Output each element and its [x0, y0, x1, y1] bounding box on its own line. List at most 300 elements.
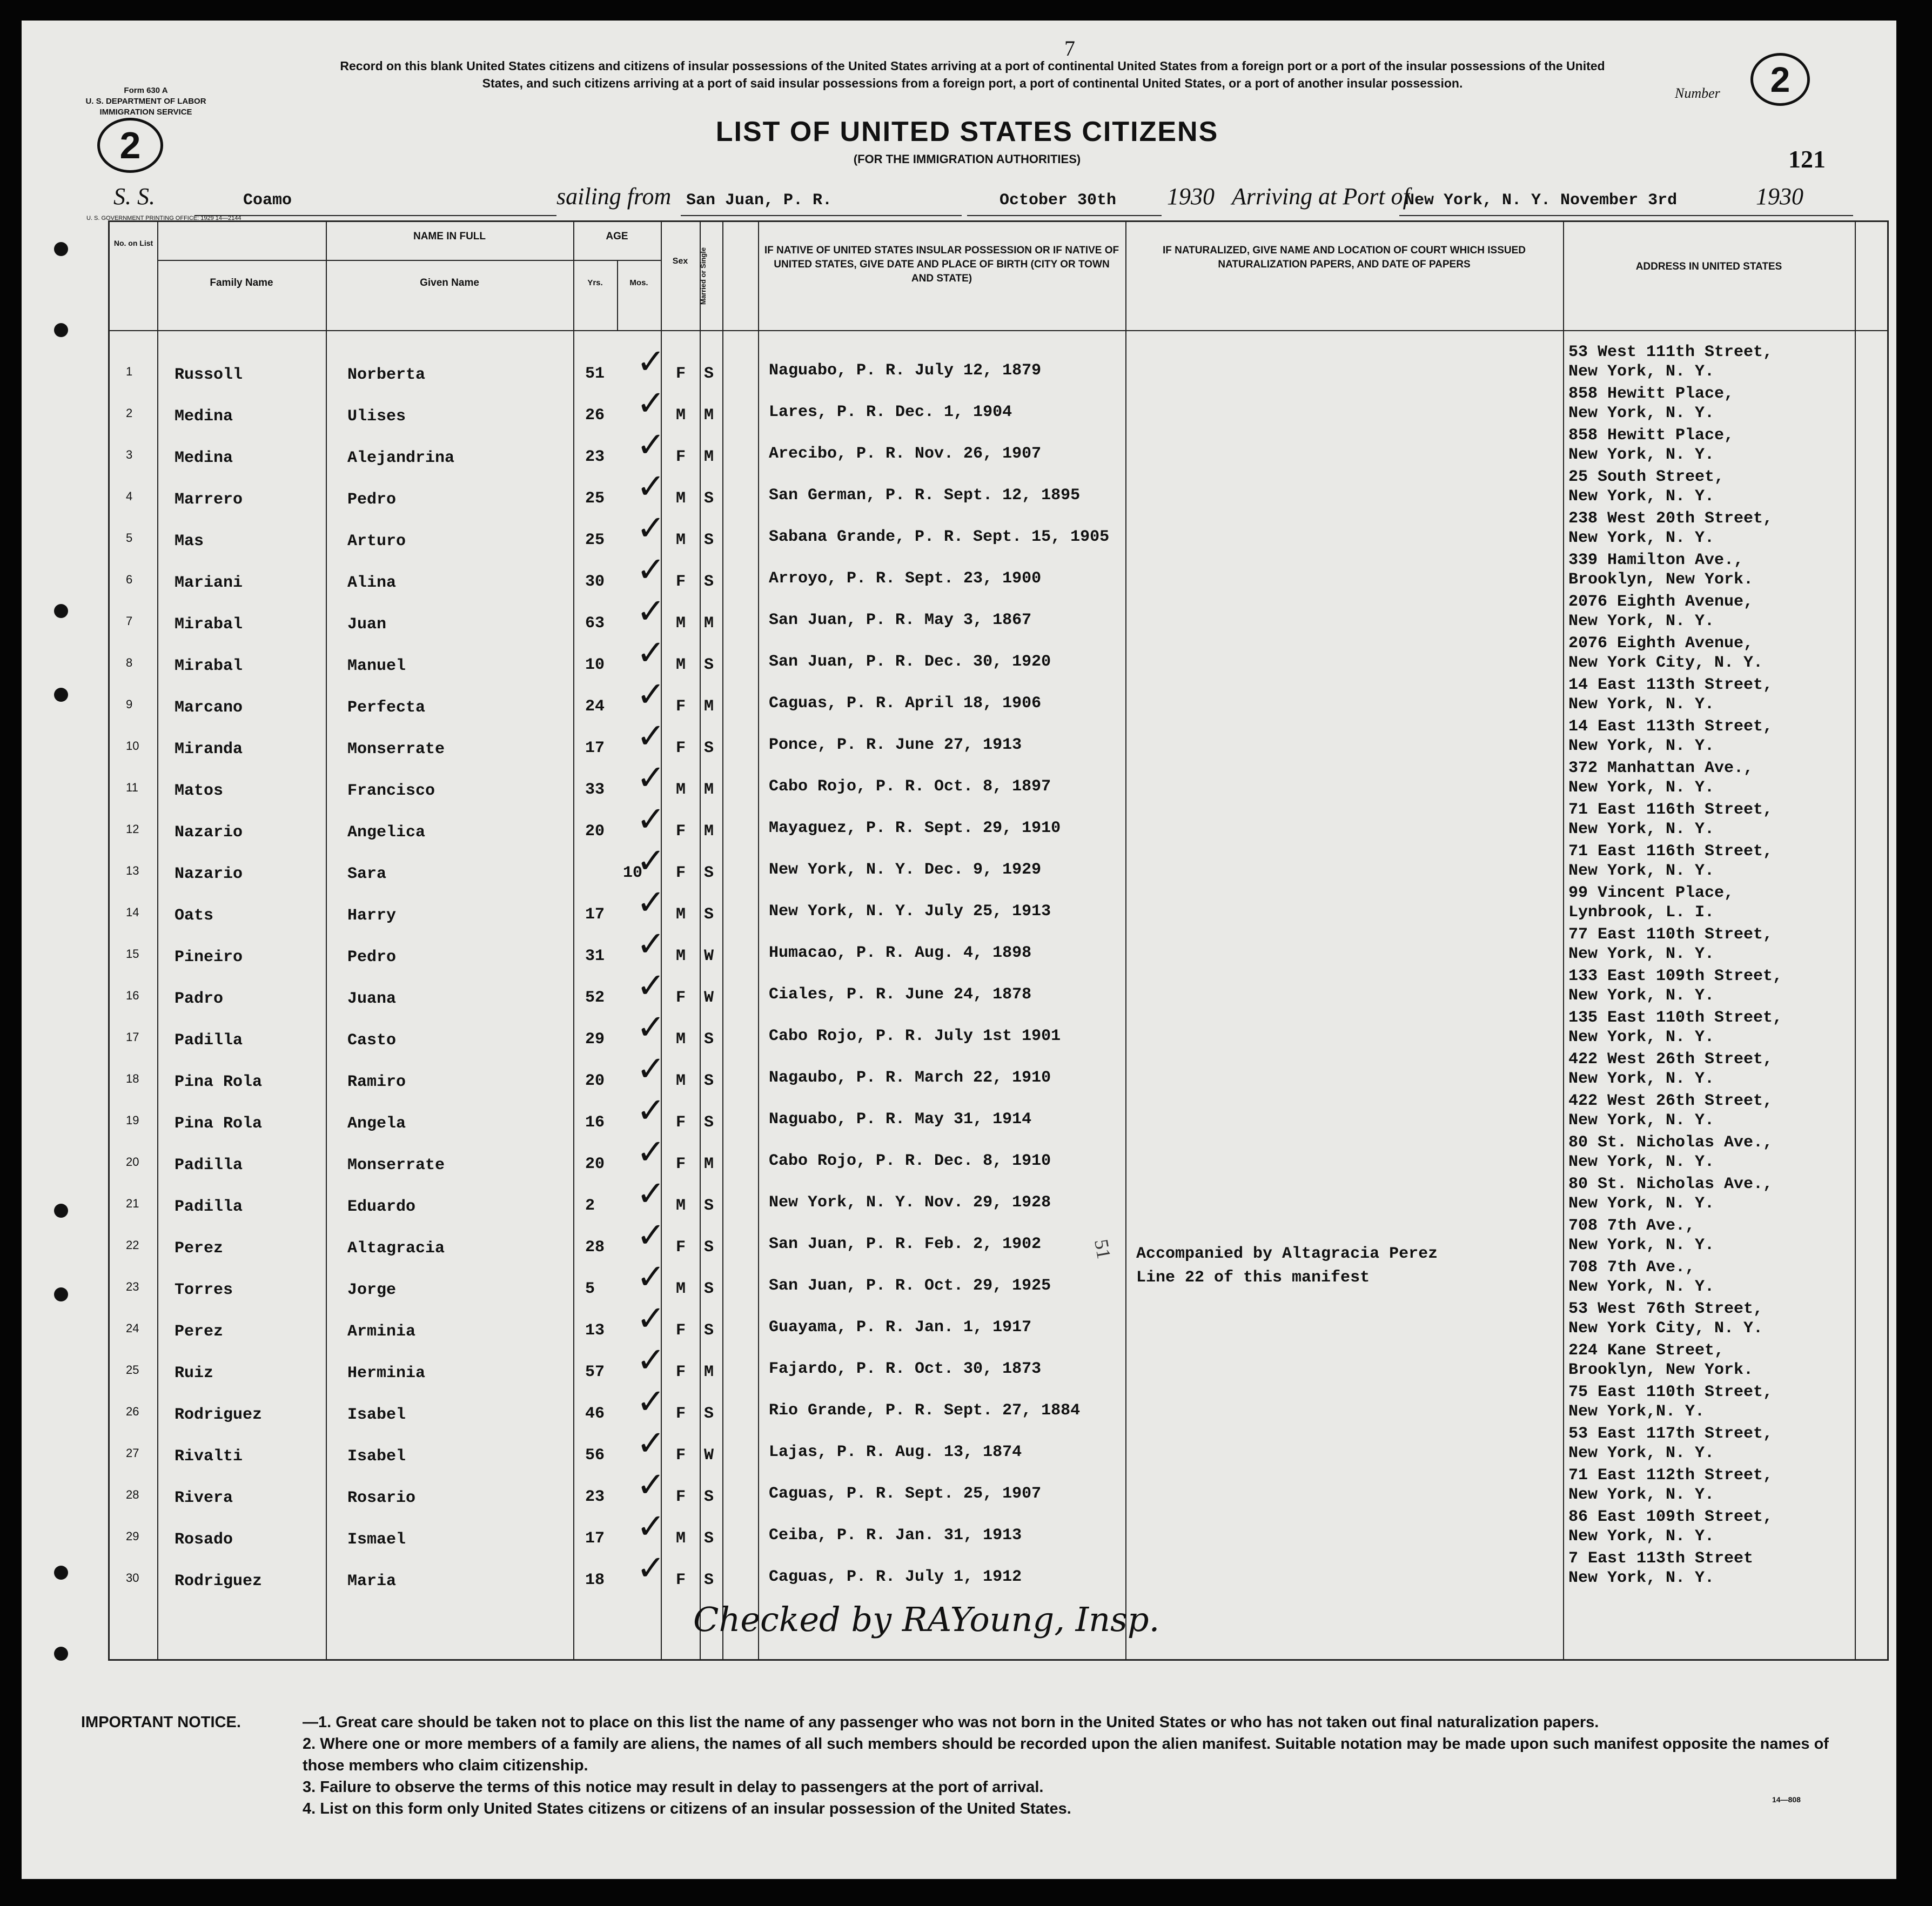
given-name: Eduardo: [347, 1198, 416, 1216]
row-number: 14: [126, 905, 139, 919]
given-name: Angela: [347, 1115, 406, 1133]
year-2: 1930: [1756, 183, 1803, 210]
birth-place-date: San Juan, P. R. May 3, 1867: [769, 611, 1032, 629]
address-line-2: New York, N. Y.: [1568, 862, 1715, 880]
family-name: Perez: [175, 1239, 224, 1258]
col-header-given: Given Name: [420, 277, 479, 288]
check-mark-icon: ✓: [636, 1257, 666, 1297]
row-number: 6: [126, 573, 133, 586]
check-mark-icon: ✓: [636, 425, 666, 465]
given-name: Maria: [347, 1572, 397, 1590]
check-mark-icon: ✓: [636, 1424, 666, 1464]
family-name: Mirabal: [175, 615, 243, 634]
birth-place-date: Ponce, P. R. June 27, 1913: [769, 736, 1022, 754]
address-line-2: New York City, N. Y.: [1568, 654, 1763, 672]
birth-place-date: Caguas, P. R. July 1, 1912: [769, 1568, 1022, 1586]
age-years: 63: [585, 614, 605, 633]
given-name: Ismael: [347, 1531, 406, 1549]
marital-status: M: [704, 614, 714, 633]
given-name: Angelica: [347, 823, 426, 842]
accompanied-note: [1136, 1242, 1438, 1290]
row-number: 12: [126, 822, 139, 836]
age-years: 30: [585, 573, 605, 591]
birth-place-date: Caguas, P. R. Sept. 25, 1907: [769, 1485, 1042, 1503]
age-years: 31: [585, 947, 605, 965]
notice-item-3: 3. Failure to observe the terms of this notice may result in delay to passengers at the port of arrival.: [303, 1779, 1044, 1796]
punch-hole: [54, 688, 68, 702]
birth-place-date: San Juan, P. R. Oct. 29, 1925: [769, 1277, 1051, 1295]
marital-status: S: [704, 739, 714, 757]
birth-place-date: Arroyo, P. R. Sept. 23, 1900: [769, 569, 1042, 588]
age-months: 10: [623, 864, 643, 882]
address-line-1: 7 East 113th Street: [1568, 1549, 1754, 1568]
address-line-1: 708 7th Ave.,: [1568, 1217, 1695, 1235]
given-name: Francisco: [347, 782, 435, 800]
check-mark-icon: ✓: [636, 1465, 666, 1505]
marital-status: M: [704, 822, 714, 841]
table-row: [110, 632, 1887, 674]
punch-hole: [54, 1647, 68, 1661]
marital-status: S: [704, 1197, 714, 1215]
table-row: [110, 757, 1887, 798]
sex: F: [676, 448, 686, 466]
birth-place-date: San Juan, P. R. Dec. 30, 1920: [769, 653, 1051, 671]
family-name: Rodriguez: [175, 1406, 263, 1424]
address-line-1: 77 East 110th Street,: [1568, 925, 1773, 944]
marital-status: S: [704, 1113, 714, 1132]
given-name: Herminia: [347, 1364, 426, 1382]
row-number: 22: [126, 1238, 139, 1252]
family-name: Mas: [175, 532, 204, 551]
family-name: Marrero: [175, 491, 243, 509]
given-name: Altagracia: [347, 1239, 445, 1258]
birth-place-date: San German, P. R. Sept. 12, 1895: [769, 486, 1081, 505]
family-name: Padilla: [175, 1156, 243, 1175]
col-header-sex: Sex: [672, 257, 688, 266]
check-mark-icon: ✓: [636, 1049, 666, 1089]
table-row: [110, 882, 1887, 923]
form-number: Form 630 A: [124, 86, 168, 95]
age-years: 24: [585, 697, 605, 716]
sex: M: [676, 1280, 686, 1298]
birth-place-date: San Juan, P. R. Feb. 2, 1902: [769, 1235, 1042, 1253]
age-years: 26: [585, 406, 605, 425]
notice-item-1: —1. Great care should be taken not to place on this list the name of any passenger who was not born in the United States or who has not taken out final naturalization papers.: [303, 1714, 1599, 1731]
family-name: Pina Rola: [175, 1073, 263, 1091]
age-years: 20: [585, 1072, 605, 1090]
given-name: Harry: [347, 907, 397, 925]
address-line-1: 71 East 112th Street,: [1568, 1466, 1773, 1485]
family-name: Marcano: [175, 699, 243, 717]
address-line-1: 858 Hewitt Place,: [1568, 385, 1734, 403]
row-number: 28: [126, 1488, 139, 1501]
check-mark-icon: ✓: [636, 1382, 666, 1422]
table-row: [110, 715, 1887, 757]
address-line-2: New York, N. Y.: [1568, 1111, 1715, 1130]
sex: M: [676, 1030, 686, 1049]
address-line-2: Brooklyn, New York.: [1568, 571, 1754, 589]
family-name: Rodriguez: [175, 1572, 263, 1590]
address-line-2: New York, N. Y.: [1568, 986, 1715, 1005]
number-label: Number: [1675, 85, 1720, 101]
row-number: 11: [126, 781, 138, 794]
col-header-naturalized: IF NATURALIZED, GIVE NAME AND LOCATION OF COURT WHICH ISSUED NATURALIZATION PAPERS, AND DATE OF PAPERS: [1162, 245, 1526, 270]
family-name: Nazario: [175, 865, 243, 883]
sex: M: [676, 1529, 686, 1548]
age-years: 18: [585, 1571, 605, 1589]
birth-place-date: Caguas, P. R. April 18, 1906: [769, 694, 1042, 713]
sex: M: [676, 781, 686, 799]
address-line-1: 14 East 113th Street,: [1568, 676, 1773, 694]
birth-place-date: New York, N. Y. Nov. 29, 1928: [769, 1193, 1051, 1212]
sex: M: [676, 489, 686, 508]
age-years: 17: [585, 905, 605, 924]
age-years: 13: [585, 1321, 605, 1340]
table-row: [110, 1256, 1887, 1298]
marital-status: S: [704, 1488, 714, 1506]
given-name: Juana: [347, 990, 397, 1008]
birth-place-date: Ciales, P. R. June 24, 1878: [769, 985, 1032, 1004]
given-name: Arturo: [347, 532, 406, 551]
address-line-2: New York, N. Y.: [1568, 945, 1715, 963]
row-number: 23: [126, 1280, 139, 1293]
address-line-1: 25 South Street,: [1568, 468, 1725, 486]
sex: F: [676, 573, 686, 591]
family-name: Padilla: [175, 1031, 243, 1050]
table-row: [110, 1422, 1887, 1464]
check-mark-icon: ✓: [636, 966, 666, 1006]
ss-label: S. S.: [113, 183, 155, 210]
given-name: Jorge: [347, 1281, 397, 1299]
address-line-2: New York, N. Y.: [1568, 695, 1715, 714]
given-name: Monserrate: [347, 1156, 445, 1175]
sex: M: [676, 614, 686, 633]
birth-place-date: Naguabo, P. R. July 12, 1879: [769, 361, 1042, 380]
check-mark-icon: ✓: [636, 1507, 666, 1547]
check-mark-icon: ✓: [636, 883, 666, 923]
sex: M: [676, 1197, 686, 1215]
birth-place-date: Rio Grande, P. R. Sept. 27, 1884: [769, 1401, 1081, 1420]
top-pencil-mark: 7: [1064, 36, 1075, 61]
birth-place-date: Lajas, P. R. Aug. 13, 1874: [769, 1443, 1022, 1461]
marital-status: S: [704, 1030, 714, 1049]
given-name: Isabel: [347, 1447, 406, 1466]
table-row: [110, 466, 1887, 507]
marital-status: S: [704, 1405, 714, 1423]
family-name: Torres: [175, 1281, 233, 1299]
punch-hole: [54, 323, 68, 337]
table-row: [110, 798, 1887, 840]
age-years: 57: [585, 1363, 605, 1381]
birth-place-date: New York, N. Y. July 25, 1913: [769, 902, 1051, 921]
address-line-1: 80 St. Nicholas Ave.,: [1568, 1175, 1773, 1193]
family-name: Perez: [175, 1323, 224, 1341]
marital-status: M: [704, 1363, 714, 1381]
row-number: 15: [126, 947, 139, 961]
col-header-mos: Mos.: [629, 278, 648, 287]
check-mark-icon: ✓: [636, 1548, 666, 1588]
col-header-name-in-full: NAME IN FULL: [413, 231, 486, 242]
sex: F: [676, 697, 686, 716]
address-line-1: 135 East 110th Street,: [1568, 1009, 1783, 1027]
sex: F: [676, 1238, 686, 1257]
age-years: 28: [585, 1238, 605, 1257]
address-line-2: New York, N. Y.: [1568, 1486, 1715, 1504]
family-name: Russoll: [175, 366, 243, 384]
address-line-2: New York, N. Y.: [1568, 1028, 1715, 1046]
given-name: Pedro: [347, 491, 397, 509]
family-name: Pineiro: [175, 948, 243, 967]
family-name: Nazario: [175, 823, 243, 842]
address-line-2: Brooklyn, New York.: [1568, 1361, 1754, 1379]
accompanied-note-line-1: Accompanied by Altagracia Perez: [1136, 1245, 1438, 1263]
address-line-1: 2076 Eighth Avenue,: [1568, 634, 1754, 653]
punch-hole: [54, 1204, 68, 1218]
given-name: Alina: [347, 574, 397, 592]
table-row: [110, 1506, 1887, 1547]
family-name: Matos: [175, 782, 224, 800]
inspector-signature: Checked by RAYoung, Insp.: [693, 1600, 1160, 1639]
accompanied-note-line-2: Line 22 of this manifest: [1136, 1269, 1370, 1287]
check-mark-icon: ✓: [636, 1299, 666, 1339]
table-row: [110, 923, 1887, 965]
given-name: Monserrate: [347, 740, 445, 759]
address-line-2: New York, N. Y.: [1568, 1278, 1715, 1296]
address-line-1: 238 West 20th Street,: [1568, 509, 1773, 528]
check-mark-icon: ✓: [636, 1132, 666, 1172]
table-row: [110, 1381, 1887, 1422]
manifest-page: [22, 21, 1896, 1879]
row-number: 19: [126, 1113, 139, 1127]
row-number: 7: [126, 614, 133, 628]
department-name: U. S. DEPARTMENT OF LABOR: [85, 97, 206, 106]
table-row: [110, 1131, 1887, 1173]
age-years: 51: [585, 365, 605, 383]
sex: M: [676, 531, 686, 549]
family-name: Padilla: [175, 1198, 243, 1216]
marital-status: M: [704, 448, 714, 466]
col-header-birth: IF NATIVE OF UNITED STATES INSULAR POSSESSION OR IF NATIVE OF UNITED STATES, GIVE DATE AND PLACE OF BIRTH (CITY OR TOWN AND STATE): [764, 245, 1119, 284]
margin-pencil-note: 51: [1090, 1237, 1115, 1261]
table-row: [110, 1173, 1887, 1214]
given-name: Ramiro: [347, 1073, 406, 1091]
row-number: 30: [126, 1571, 139, 1585]
table-row: [110, 341, 1887, 382]
table-row: [110, 674, 1887, 715]
address-line-2: New York City, N. Y.: [1568, 1319, 1763, 1338]
sex: F: [676, 1363, 686, 1381]
marital-status: S: [704, 905, 714, 924]
punch-hole: [54, 242, 68, 256]
table-row: [110, 1547, 1887, 1589]
sex: F: [676, 1488, 686, 1506]
table-row: [110, 1048, 1887, 1090]
col-header-age: AGE: [606, 231, 628, 242]
important-notice-label: IMPORTANT NOTICE.: [81, 1714, 241, 1731]
sex: F: [676, 365, 686, 383]
col-header-married: Married or Single: [699, 247, 707, 305]
ship-line: [113, 183, 1875, 215]
marital-status: S: [704, 531, 714, 549]
sex: F: [676, 1113, 686, 1132]
marital-status: S: [704, 1280, 714, 1298]
printing-office-line: U. S. GOVERNMENT PRINTING OFFICE: 1929 14—2144: [86, 215, 242, 222]
table-row: [110, 1090, 1887, 1131]
birth-place-date: Cabo Rojo, P. R. Dec. 8, 1910: [769, 1152, 1051, 1170]
address-line-1: 224 Kane Street,: [1568, 1341, 1725, 1360]
row-number: 16: [126, 989, 139, 1002]
age-years: 23: [585, 448, 605, 466]
birth-place-date: New York, N. Y. Dec. 9, 1929: [769, 861, 1042, 879]
col-header-family: Family Name: [210, 277, 273, 288]
form-identifier: [70, 85, 222, 118]
row-number: 29: [126, 1529, 139, 1543]
given-name: Rosario: [347, 1489, 416, 1507]
check-mark-icon: ✓: [636, 924, 666, 964]
given-name: Juan: [347, 615, 387, 634]
age-years: 2: [585, 1197, 595, 1215]
col-header-address: ADDRESS IN UNITED STATES: [1635, 261, 1782, 272]
age-years: 52: [585, 989, 605, 1007]
row-number: 2: [126, 406, 133, 420]
given-name: Alejandrina: [347, 449, 455, 467]
birth-place-date: Cabo Rojo, P. R. July 1st 1901: [769, 1027, 1061, 1045]
address-line-2: New York, N. Y.: [1568, 778, 1715, 797]
sex: M: [676, 1072, 686, 1090]
table-row: [110, 590, 1887, 632]
row-number: 13: [126, 864, 139, 877]
row-number: 10: [126, 739, 139, 753]
age-years: 20: [585, 1155, 605, 1173]
marital-status: S: [704, 489, 714, 508]
age-years: 29: [585, 1030, 605, 1049]
row-number: 20: [126, 1155, 139, 1169]
address-line-2: New York, N. Y.: [1568, 1569, 1715, 1587]
check-mark-icon: ✓: [636, 716, 666, 756]
row-number: 4: [126, 489, 133, 503]
table-row: [110, 1006, 1887, 1048]
family-name: Padro: [175, 990, 224, 1008]
family-name: Rivera: [175, 1489, 233, 1507]
sex: F: [676, 739, 686, 757]
address-line-2: New York, N. Y.: [1568, 1444, 1715, 1462]
address-line-2: New York,N. Y.: [1568, 1402, 1705, 1421]
address-line-2: New York, N. Y.: [1568, 737, 1715, 755]
check-mark-icon: ✓: [636, 1174, 666, 1214]
col-header-yrs: Yrs.: [587, 278, 603, 287]
family-name: Miranda: [175, 740, 243, 759]
birth-place-date: Mayaguez, P. R. Sept. 29, 1910: [769, 819, 1061, 837]
birth-place-date: Fajardo, P. R. Oct. 30, 1873: [769, 1360, 1042, 1378]
sex: F: [676, 1321, 686, 1340]
important-notice: [81, 1712, 1864, 1820]
family-name: Pina Rola: [175, 1115, 263, 1133]
age-years: 33: [585, 781, 605, 799]
address-line-1: 422 West 26th Street,: [1568, 1092, 1773, 1110]
sex: F: [676, 822, 686, 841]
marital-status: S: [704, 864, 714, 882]
address-line-2: New York, N. Y.: [1568, 1194, 1715, 1213]
given-name: Arminia: [347, 1323, 416, 1341]
birth-place-date: Cabo Rojo, P. R. Oct. 8, 1897: [769, 777, 1051, 796]
sex: M: [676, 905, 686, 924]
marital-status: S: [704, 1529, 714, 1548]
punch-hole: [54, 1566, 68, 1580]
age-years: 25: [585, 531, 605, 549]
age-years: 56: [585, 1446, 605, 1465]
address-line-1: 339 Hamilton Ave.,: [1568, 551, 1744, 569]
marital-status: M: [704, 406, 714, 425]
address-line-1: 80 St. Nicholas Ave.,: [1568, 1133, 1773, 1152]
address-line-2: New York, N. Y.: [1568, 1527, 1715, 1546]
form-instructions: Record on this blank United States citizens and citizens of insular possessions of the United States arriving at a port of continental United States from a foreign port or a port of the insular possessions of the United States, and such citizens arriving at a port of said insular possessions from a foreign port, a port of continental United States, or a port of another insular possession.: [340, 59, 1605, 90]
family-name: Ruiz: [175, 1364, 214, 1382]
check-mark-icon: ✓: [636, 758, 666, 798]
row-number: 24: [126, 1321, 139, 1335]
row-number: 3: [126, 448, 133, 461]
sex: F: [676, 989, 686, 1007]
address-line-1: 708 7th Ave.,: [1568, 1258, 1695, 1277]
sheet-number: 121: [1788, 145, 1826, 173]
check-mark-icon: ✓: [636, 633, 666, 673]
row-number: 9: [126, 697, 133, 711]
row-number: 5: [126, 531, 133, 545]
check-mark-icon: ✓: [636, 550, 666, 590]
check-mark-icon: ✓: [636, 467, 666, 507]
marital-status: S: [704, 573, 714, 591]
birth-place-date: Sabana Grande, P. R. Sept. 15, 1905: [769, 528, 1110, 546]
marital-status: S: [704, 365, 714, 383]
table-row: [110, 840, 1887, 882]
marital-status: M: [704, 781, 714, 799]
row-number: 25: [126, 1363, 139, 1377]
address-line-1: 2076 Eighth Avenue,: [1568, 593, 1754, 611]
age-years: 17: [585, 739, 605, 757]
given-name: Isabel: [347, 1406, 406, 1424]
family-name: Medina: [175, 407, 233, 426]
check-mark-icon: ✓: [636, 675, 666, 715]
check-mark-icon: ✓: [636, 592, 666, 632]
arriving-label: Arriving at Port of: [1232, 183, 1410, 210]
circled-number-right: 2: [1750, 53, 1810, 106]
marital-status: W: [704, 1446, 714, 1465]
punch-hole: [54, 1287, 68, 1301]
address-line-2: New York, N. Y.: [1568, 1070, 1715, 1088]
row-number: 18: [126, 1072, 139, 1085]
page-subtitle: (FOR THE IMMIGRATION AUTHORITIES): [853, 152, 1081, 166]
check-mark-icon: ✓: [636, 342, 666, 382]
marital-status: M: [704, 697, 714, 716]
family-name: Mirabal: [175, 657, 243, 675]
row-number: 1: [126, 365, 133, 378]
address-line-2: New York, N. Y.: [1568, 404, 1715, 422]
table-row: [110, 1464, 1887, 1506]
table-row: [110, 382, 1887, 424]
birth-place-date: Humacao, P. R. Aug. 4, 1898: [769, 944, 1032, 962]
age-years: 23: [585, 1488, 605, 1506]
page-title: LIST OF UNITED STATES CITIZENS: [715, 116, 1219, 147]
birth-place-date: Guayama, P. R. Jan. 1, 1917: [769, 1318, 1032, 1337]
family-name: Mariani: [175, 574, 243, 592]
address-line-2: New York, N. Y.: [1568, 612, 1715, 630]
age-years: 5: [585, 1280, 595, 1298]
marital-status: S: [704, 1321, 714, 1340]
col-header-no: No. on List: [113, 239, 153, 247]
age-years: 17: [585, 1529, 605, 1548]
given-name: Sara: [347, 865, 387, 883]
family-name: Rivalti: [175, 1447, 243, 1466]
address-line-1: 75 East 110th Street,: [1568, 1383, 1773, 1401]
